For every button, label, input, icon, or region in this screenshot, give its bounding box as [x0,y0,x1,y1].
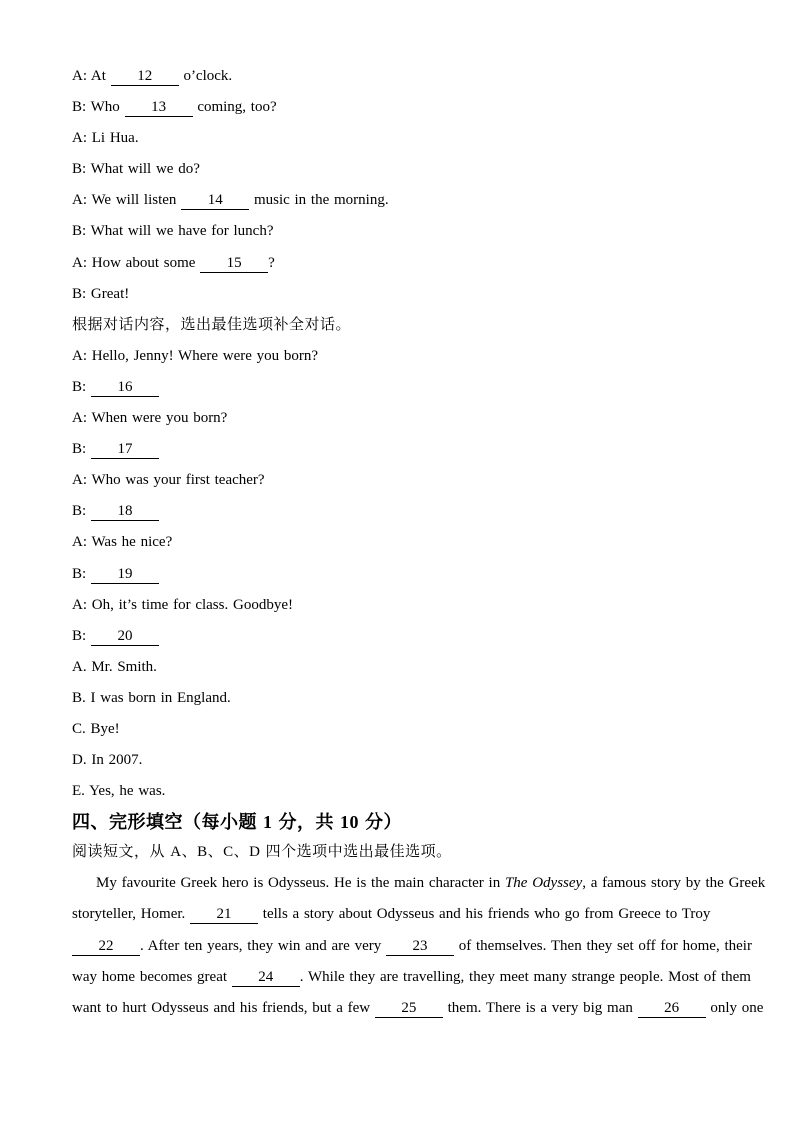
text-run: My favourite Greek hero is Odysseus. He is the main character in [96,875,505,892]
text-run: music in the morning. [249,192,389,209]
text-run: B: [72,565,91,582]
text-run: A: Hello, Jenny! Where were you born? [72,347,319,364]
text-run: A: We will listen [72,192,182,209]
text-run: tells a story about Odysseus and his friends who go from Greece to Troy [258,906,711,923]
dialogue-line-when-born [72,403,752,434]
text-run: . After ten years, they win and are very [140,937,386,954]
cloze-line-2 [72,899,752,930]
blank-13: 13 [125,99,193,117]
blank-15: 15 [200,255,268,273]
blank-20: 20 [91,628,159,646]
document-body [72,61,766,1024]
cloze-line-3 [72,931,752,962]
dialogue-line-blank12 [72,61,752,92]
text-run: B: Great! [72,285,130,302]
blank-16: 16 [91,379,159,397]
text-run: 四、完形填空（每小题 1 分，共 10 分） [72,812,402,833]
text-run: B: [72,503,91,520]
text-run: B: What will we have for lunch? [72,223,274,240]
text-run: C. Bye! [72,720,120,737]
dialogue-line-blank17 [72,434,752,465]
blank-19: 19 [91,566,159,584]
text-run: want to hurt Odysseus and his friends, but a few [72,999,375,1016]
text-run: E. Yes, he was. [72,783,166,800]
blank-14: 14 [181,192,249,210]
dialogue-line-blank18 [72,496,752,527]
blank-23: 23 [386,938,454,956]
text-run: D. In 2007. [72,752,143,769]
blank-18: 18 [91,503,159,521]
text-run: A: At [72,68,111,84]
blank-25: 25 [375,1000,443,1018]
dialogue-line-was-he-nice [72,527,752,558]
cloze-line-5 [72,993,764,1024]
dialogue-line-first-teacher [72,465,752,496]
text-run: , a famous story by the Greek [582,875,766,892]
text-run: . While they are travelling, they meet many strange people. Most of them [299,968,751,985]
dialogue-line-blank15 [72,248,752,279]
text-run: B: Who [72,99,125,116]
option-b [72,683,752,714]
text-run: A: Was he nice? [72,534,173,551]
dialogue-line-blank14 [72,185,752,216]
italic-text-run: The Odyssey [504,875,583,892]
dialogue-line-blank16 [72,372,752,403]
option-c [72,714,752,745]
text-run: B: [72,627,91,644]
dialogue-line-great [72,279,752,310]
text-run: A. Mr. Smith. [72,658,157,675]
text-run: A: Who was your first teacher? [72,472,265,489]
text-run: A: Li Hua. [72,130,139,147]
cloze-instruction [72,837,752,868]
dialogue-line-what-will-we-do [72,154,752,185]
text-run: ? [268,254,275,271]
text-run: A: When were you born? [72,410,228,427]
text-run: of themselves. Then they set off for home, their [454,937,752,954]
option-e [72,776,752,807]
dialogue-line-blank20 [72,621,752,652]
text-run: o’clock. [178,68,233,84]
option-a [72,652,752,683]
text-run: B: [72,441,91,458]
text-run: way home becomes great [72,968,232,985]
blank-12: 12 [111,68,179,86]
text-run: 根据对话内容，选出最佳选项补全对话。 [72,316,352,333]
text-run: A: How about some [72,254,201,271]
dialogue-line-blank19 [72,559,752,590]
option-d [72,745,752,776]
dialogue-line-blank13 [72,92,752,123]
text-run: B: What will we do? [72,161,200,178]
dialogue-line-hello-jenny [72,341,752,372]
text-run: B: [72,378,91,395]
text-run: storyteller, Homer. [72,906,191,923]
dialogue-line-goodbye [72,590,752,621]
blank-21: 21 [190,906,258,924]
text-run: only one [705,999,764,1016]
text-run: coming, too? [192,99,277,116]
instruction-complete-dialogue [72,310,752,341]
text-run: them. There is a very big man [442,999,638,1016]
cloze-line-4 [72,962,752,993]
blank-22: 22 [72,938,140,956]
text-run: B. I was born in England. [72,689,231,706]
dialogue-line-li-hua [72,123,752,154]
dialogue-line-lunch [72,216,752,247]
cloze-line-1 [72,868,766,899]
text-run: 阅读短文，从 A、B、C、D 四个选项中选出最佳选项。 [72,844,452,861]
section4-heading [72,807,752,837]
blank-17: 17 [91,441,159,459]
blank-24: 24 [232,969,300,987]
blank-26: 26 [638,1000,706,1018]
text-run: A: Oh, it’s time for class. Goodbye! [72,596,293,613]
